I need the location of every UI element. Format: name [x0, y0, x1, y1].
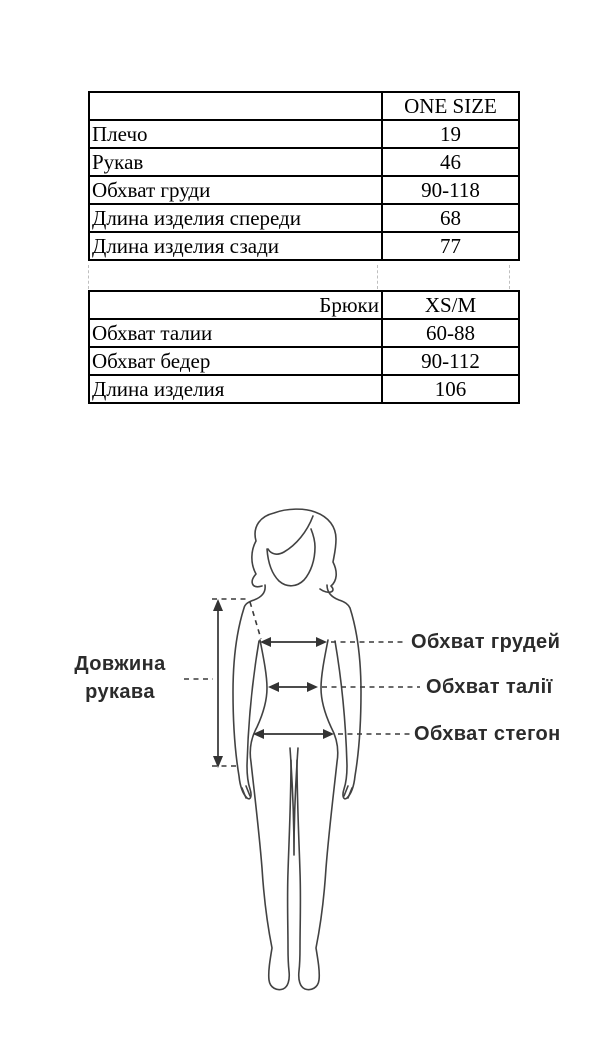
- one-size-table: [88, 91, 520, 261]
- table-row: [89, 204, 519, 232]
- spacer-dash-right: [509, 265, 510, 289]
- measurement-label: Обхват бедер: [89, 347, 382, 375]
- hips-arrowhead-right: [323, 729, 334, 739]
- measurement-label: Плечо: [89, 120, 382, 148]
- sleeve-arrowhead-top: [213, 599, 223, 611]
- hips-girth-label: Обхват стегон: [414, 723, 561, 745]
- table-row: [89, 347, 519, 375]
- figure-inner-thighs: [290, 748, 298, 855]
- table-header-row: [89, 291, 519, 319]
- chest-arrowhead-left: [260, 637, 271, 647]
- figure-left-fingers: [242, 786, 250, 798]
- size-header-cell: ONE SIZE: [382, 92, 519, 120]
- hips-arrowhead-left: [253, 729, 264, 739]
- spacer-dash-middle: [377, 265, 378, 289]
- measurement-value: 90-118: [382, 176, 519, 204]
- measurement-value: 19: [382, 120, 519, 148]
- table-row: [89, 176, 519, 204]
- chest-arrowhead-right: [316, 637, 327, 647]
- table-row: [89, 375, 519, 403]
- table-row: [89, 232, 519, 260]
- figure-left-side: [250, 640, 291, 990]
- header-empty-cell: [89, 92, 382, 120]
- measurement-value: 46: [382, 148, 519, 176]
- measurement-value: 90-112: [382, 347, 519, 375]
- shoulder-diagonal-dash: [250, 602, 261, 639]
- figure-right-fingers: [344, 786, 352, 798]
- figure-right-arm: [327, 585, 361, 799]
- figure-face: [267, 529, 315, 586]
- figure-hair: [252, 509, 336, 592]
- waist-arrowhead-right: [307, 682, 318, 692]
- table-header-row: [89, 92, 519, 120]
- waist-girth-label: Обхват талії: [426, 676, 553, 698]
- table-row: [89, 148, 519, 176]
- figure-right-side: [297, 640, 338, 990]
- size-header-cell: XS/M: [382, 291, 519, 319]
- measurement-label: Обхват груди: [89, 176, 382, 204]
- measurement-value: 68: [382, 204, 519, 232]
- chest-girth-label: Обхват грудей: [411, 631, 561, 653]
- measurement-value: 60-88: [382, 319, 519, 347]
- sleeve-length-label: Довжина рукава: [74, 653, 166, 703]
- measurement-value: 106: [382, 375, 519, 403]
- measurement-label: Рукав: [89, 148, 382, 176]
- trousers-header-cell: Брюки: [89, 291, 382, 319]
- table-row: [89, 120, 519, 148]
- figure-left-arm: [233, 585, 265, 799]
- sleeve-arrowhead-bottom: [213, 756, 223, 768]
- waist-arrowhead-left: [268, 682, 279, 692]
- figure-fringe: [268, 516, 313, 554]
- measurement-value: 77: [382, 232, 519, 260]
- measurement-label: Длина изделия спереди: [89, 204, 382, 232]
- measurement-label: Длина изделия: [89, 375, 382, 403]
- measurement-label: Обхват талии: [89, 319, 382, 347]
- spacer-dash-left: [88, 265, 89, 289]
- table-row: [89, 319, 519, 347]
- trousers-table: [88, 290, 520, 404]
- measurement-label: Длина изделия сзади: [89, 232, 382, 260]
